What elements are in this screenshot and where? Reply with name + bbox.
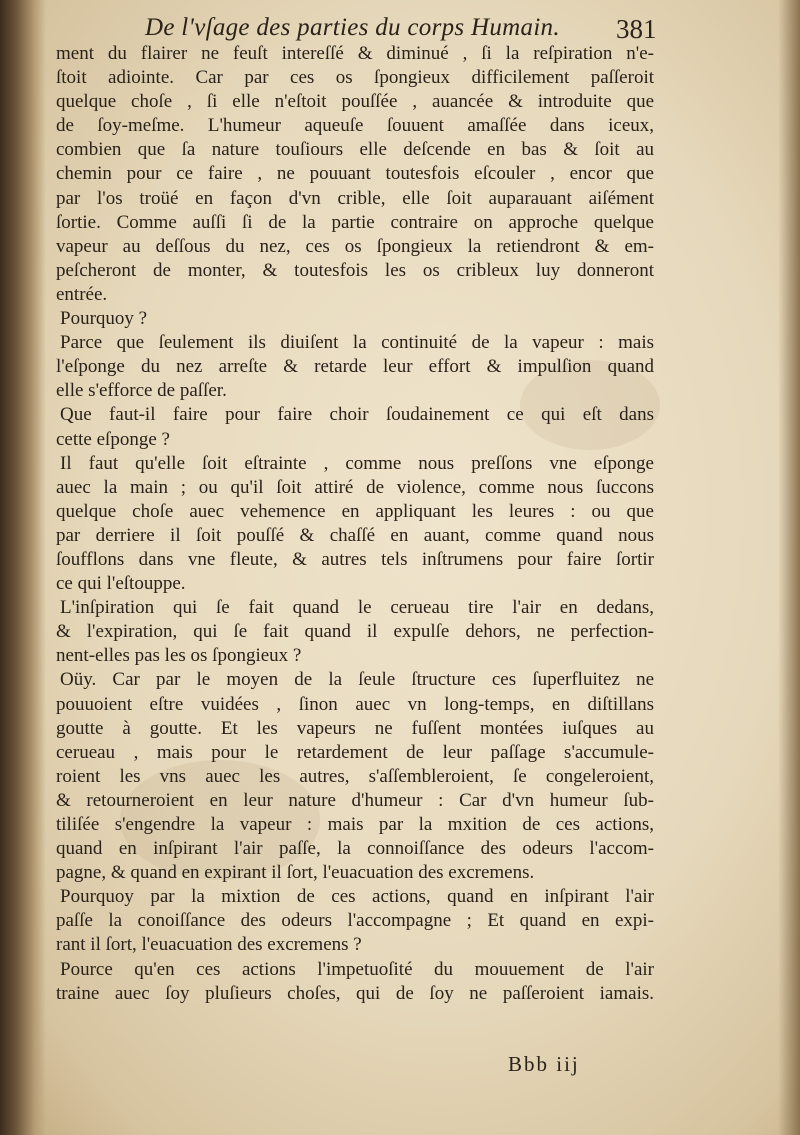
text-line: elle s'efforce de paſſer. [56, 380, 227, 402]
text-line: Il faut qu'elle ſoit eſtrainte , comme nous preſſons vne eſponge [60, 452, 654, 474]
text-line: par l'os troüé en façon d'vn crible, elle ſoit auparauant aiſément [56, 187, 654, 209]
page-edge-shadow [778, 0, 800, 1135]
text-line: Oüy. Car par le moyen de la ſeule ſtructure ces ſuperfluitez ne [60, 669, 654, 691]
signature-mark: Bbb iij [508, 1052, 580, 1076]
text-line: roient les vns auec les autres, s'aſſembleroient, ſe congeleroient, [56, 765, 654, 787]
text-line: ce qui l'eſtouppe. [56, 573, 186, 595]
text-line: peſcheront de monter, & toutesfois les os cribleux luy donneront [56, 259, 654, 281]
text-line: ſoufflons dans vne fleute, & autres tels inſtrumens pour faire ſortir [56, 548, 654, 570]
text-line: L'inſpiration qui ſe fait quand le cerueau tire l'air en dedans, [60, 597, 654, 619]
running-title: De l'vſage des parties du corps Humain. [145, 14, 560, 41]
text-line: par derriere il ſoit pouſſé & chaſſé en auant, comme quand nous [56, 524, 654, 546]
text-line: Parce que ſeulement ils diuiſent la continuité de la vapeur : mais [60, 332, 654, 354]
text-line: l'eſponge du nez arreſte & retarde leur effort & impulſion quand [56, 356, 654, 378]
text-line: ſortie. Comme auſſi ſi de la partie contraire on approche quelque [56, 211, 654, 233]
body-text [56, 42, 654, 1006]
text-line: Que faut-il faire pour faire choir ſoudainement ce qui eſt dans [60, 404, 654, 426]
text-line: combien que ſa nature touſiours elle deſcende en bas & ſoit au [56, 139, 654, 161]
text-line: cette eſponge ? [56, 428, 170, 450]
page-binding-shadow [0, 0, 46, 1135]
text-line: Pourquoy par la mixtion de ces actions, quand en inſpirant l'air [60, 886, 654, 908]
text-line: & l'expiration, qui ſe fait quand il expulſe dehors, ne perfection- [56, 621, 654, 643]
text-line: quelque choſe auec vehemence en appliquant les leures : ou que [56, 500, 654, 522]
text-line: pagne, & quand en expirant il ſort, l'euacuation des excremens. [56, 862, 535, 884]
text-line: Pourquoy ? [60, 308, 148, 330]
text-line: auec la main ; ou qu'il ſoit attiré de violence, comme nous ſuccons [56, 476, 654, 498]
text-line: quand en inſpirant l'air paſſe, la connoiſſance des odeurs l'accom- [56, 838, 654, 860]
text-line: vapeur au deſſous du nez, ces os ſpongieux la retiendront & em- [56, 235, 654, 257]
text-line: de ſoy-meſme. L'humeur aqueuſe ſouuent amaſſée dans iceux, [56, 115, 654, 137]
text-line: entrée. [56, 283, 108, 305]
text-line: goutte à goutte. Et les vapeurs ne fuſſent montées iuſques au [56, 717, 654, 739]
page-number: 381 [616, 14, 657, 44]
text-line: paſſe la conoiſſance des odeurs l'accompagne ; Et quand en expi- [56, 910, 654, 932]
text-line: quelque choſe , ſi elle n'eſtoit pouſſée , auancée & introduite que [56, 91, 654, 113]
text-line: rant il ſort, l'euacuation des excremens ? [56, 934, 362, 956]
text-line: & retourneroient en leur nature d'humeur : Car d'vn humeur ſub- [56, 789, 654, 811]
text-line: traine auec ſoy pluſieurs choſes, qui de ſoy ne paſſeroient iamais. [56, 982, 654, 1004]
text-line: Pource qu'en ces actions l'impetuoſité du mouuement de l'air [60, 958, 654, 980]
text-line: ment du flairer ne feuſt intereſſé & diminué , ſi la reſpiration n'e- [56, 43, 654, 64]
text-line: pouuoient eſtre vuidées , ſinon auec vn long-temps, en diſtillans [56, 693, 654, 715]
text-line: nent-elles pas les os ſpongieux ? [56, 645, 302, 667]
text-line: cerueau , mais pour le retardement de leur paſſage s'accumule- [56, 741, 654, 763]
text-line: ſtoit adiointe. Car par ces os ſpongieux difficilement paſſeroit [56, 67, 654, 89]
text-line: tiliſée s'engendre la vapeur : mais par la mxition de ces actions, [56, 814, 654, 835]
text-line: chemin pour ce faire , ne pouuant toutesfois eſcouler , encor que [56, 163, 654, 185]
